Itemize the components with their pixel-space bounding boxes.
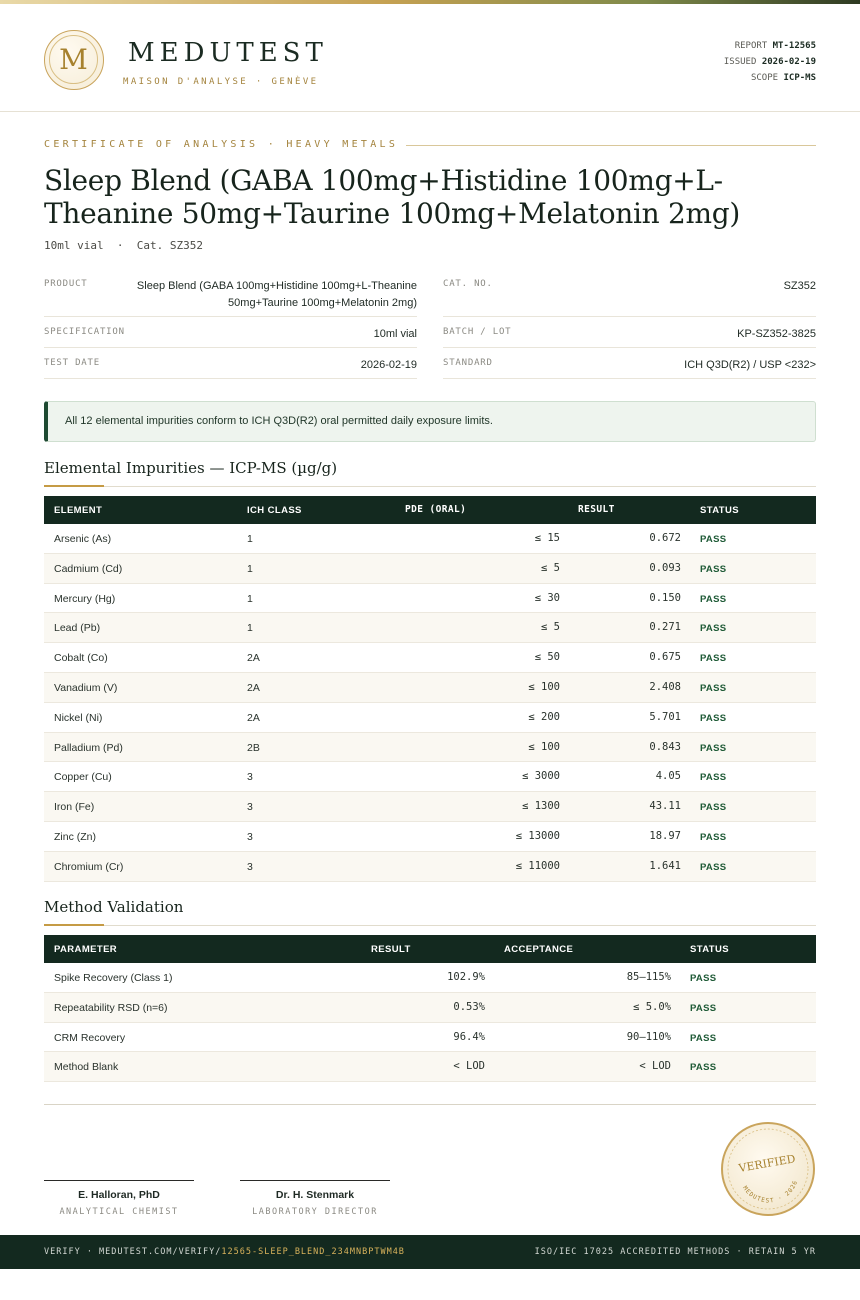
meta-issued: ISSUED 2026-02-19: [723, 57, 816, 67]
table-row: [44, 792, 816, 822]
cell-element: Mercury (Hg): [54, 592, 116, 605]
logo: [44, 30, 104, 90]
info-standard: [443, 348, 816, 379]
col-ich-class: ICH CLASS: [247, 505, 302, 516]
cell-result: 2.408: [649, 680, 681, 693]
cell-status: PASS: [700, 772, 727, 784]
cell-acceptance: < LOD: [639, 1060, 671, 1073]
cell-pde: ≤ 100: [528, 740, 560, 753]
cell-status: PASS: [700, 742, 727, 754]
cell-ich-class: 1: [247, 562, 253, 575]
report-meta: [724, 38, 816, 86]
table-row: [44, 643, 816, 673]
cell-ich-class: 3: [247, 801, 253, 814]
table-body: [44, 963, 816, 1082]
table-body: [44, 524, 816, 882]
cell-status: PASS: [700, 861, 727, 873]
verify-code[interactable]: 12565-SLEEP_BLEND_234MNBPTWM4B: [221, 1247, 405, 1257]
table-row: [44, 852, 816, 882]
col-parameter: PARAMETER: [54, 944, 118, 955]
cell-pde: ≤ 11000: [515, 859, 560, 872]
cell-status: PASS: [690, 1002, 717, 1014]
cell-status: PASS: [700, 653, 727, 665]
impurities-title: Elemental Impurities — ICP-MS (µg/g): [44, 459, 338, 477]
table-row: [44, 963, 816, 993]
table-row: [44, 673, 816, 703]
cell-element: Palladium (Pd): [54, 741, 123, 754]
cell-element: Copper (Cu): [54, 771, 112, 784]
info-batch: [443, 317, 816, 348]
table-row: [44, 762, 816, 792]
table-row: [44, 993, 816, 1023]
cell-result: < LOD: [453, 1060, 485, 1073]
cell-pde: ≤ 100: [528, 680, 560, 693]
table-row: [44, 703, 816, 733]
col-element: ELEMENT: [54, 505, 103, 516]
signer-role: ANALYTICAL CHEMIST: [59, 1207, 179, 1217]
info-test-date: [44, 348, 417, 379]
notice-text: All 12 elemental impurities conform to ICH Q3D(R2) oral permitted daily exposure limits.: [65, 415, 493, 427]
brand-name: MEDUTEST: [128, 38, 328, 68]
header: [0, 4, 860, 112]
info-grid-left: [44, 276, 417, 379]
cell-pde: ≤ 3000: [522, 770, 560, 783]
col-status: STATUS: [690, 944, 729, 955]
cell-ich-class: 1: [247, 622, 253, 635]
cell-ich-class: 2B: [247, 741, 260, 754]
signer-name: E. Halloran, PhD: [78, 1189, 160, 1201]
cell-status: PASS: [700, 534, 727, 545]
page-title: Sleep Blend (GABA 100mg+Histidine 100mg+L-Theanine 50mg+Taurine 100mg+Melatonin 2mg): [44, 164, 741, 230]
col-result: RESULT: [371, 944, 411, 955]
seal-text: VERIFIED: [737, 1152, 797, 1175]
meta-report: REPORT MT-12565: [734, 41, 816, 51]
cell-pde: ≤ 13000: [515, 829, 560, 842]
signature-block-2: [240, 1180, 390, 1217]
table-row: [44, 1023, 816, 1053]
impurities-table: [44, 496, 816, 882]
cell-result: 102.9%: [447, 971, 485, 983]
kicker-divider: [406, 145, 816, 146]
validation-title: Method Validation: [44, 898, 184, 916]
cell-acceptance: 90–110%: [626, 1030, 671, 1043]
verify-text: VERIFY · MEDUTEST.COM/VERIFY/12565-SLEEP_BLEND_234MNBPTWM4B: [44, 1247, 405, 1257]
info-value: 10ml vial: [373, 328, 417, 340]
table-header: [44, 935, 816, 963]
info-label: TEST DATE: [44, 358, 100, 368]
validation-rule: [44, 925, 816, 926]
info-label: PRODUCT: [44, 279, 88, 289]
col-status: STATUS: [700, 505, 739, 516]
cell-result: 0.843: [649, 740, 681, 753]
cell-parameter: Spike Recovery (Class 1): [54, 972, 173, 984]
cell-pde: ≤ 5: [541, 621, 560, 634]
cell-acceptance: ≤ 5.0%: [633, 1000, 671, 1013]
col-result: RESULT: [578, 504, 615, 515]
cell-result: 5.701: [649, 710, 681, 723]
info-cat-no: [443, 276, 816, 317]
cell-element: Vanadium (V): [54, 681, 118, 694]
brand-tagline: MAISON D'ANALYSE · GENÈVE: [123, 77, 319, 87]
document-kicker: CERTIFICATE OF ANALYSIS · HEAVY METALS: [44, 139, 399, 150]
seal-ring-text: MEDUTEST · 2026: [741, 1179, 800, 1205]
cell-result: 0.672: [649, 532, 681, 544]
cell-status: PASS: [690, 1032, 717, 1044]
info-label: SPECIFICATION: [44, 327, 125, 337]
cell-ich-class: 2A: [247, 652, 260, 665]
cell-element: Zinc (Zn): [54, 830, 96, 843]
signature-block-1: [44, 1180, 194, 1217]
cell-result: 96.4%: [453, 1030, 485, 1043]
accreditation-note: ISO/IEC 17025 ACCREDITED METHODS · RETAIN 5 YR: [534, 1247, 816, 1257]
cell-status: PASS: [690, 973, 717, 984]
info-value: 2026-02-19: [360, 359, 417, 371]
cell-status: PASS: [700, 563, 727, 575]
cell-pde: ≤ 30: [534, 591, 560, 604]
cell-status: PASS: [700, 712, 727, 724]
table-row: [44, 733, 816, 763]
signer-name: Dr. H. Stenmark: [275, 1189, 355, 1201]
cell-pde: ≤ 1300: [522, 800, 560, 813]
info-label: BATCH / LOT: [443, 327, 512, 337]
table-row: [44, 554, 816, 584]
cell-status: PASS: [690, 1062, 717, 1074]
cell-ich-class: 2A: [247, 681, 260, 694]
cell-element: Lead (Pb): [54, 622, 101, 635]
cell-result: 18.97: [649, 829, 681, 842]
cell-element: Arsenic (As): [54, 533, 112, 545]
table-header: [44, 496, 816, 524]
cell-element: Iron (Fe): [54, 801, 95, 814]
cell-result: 0.093: [649, 561, 681, 574]
cell-element: Chromium (Cr): [54, 860, 124, 873]
meta-scope: SCOPE ICP-MS: [750, 73, 816, 83]
cell-status: PASS: [700, 682, 727, 694]
cell-status: PASS: [700, 802, 727, 814]
info-product: [44, 276, 417, 317]
signature-divider: [44, 1104, 816, 1105]
table-row: [44, 1052, 816, 1082]
cell-parameter: CRM Recovery: [54, 1031, 126, 1044]
footer: [0, 1235, 860, 1269]
cell-ich-class: 2A: [247, 711, 260, 724]
cell-result: 1.641: [649, 859, 681, 872]
conformance-notice: [44, 401, 816, 442]
validation-table: [44, 935, 816, 1082]
cell-result: 0.675: [649, 651, 681, 664]
info-value: SZ352: [783, 280, 816, 292]
page-subtitle: 10ml vial · Cat. SZ352: [44, 239, 203, 252]
cell-acceptance: 85–115%: [626, 971, 671, 983]
cell-element: Cobalt (Co): [54, 652, 108, 665]
cell-pde: ≤ 50: [534, 651, 560, 664]
cell-result: 43.11: [649, 800, 681, 813]
cell-result: 4.05: [655, 770, 681, 783]
table-row: [44, 822, 816, 852]
info-value: Sleep Blend (GABA 100mg+Histidine 100mg+L-Theanine 50mg+Taurine 100mg+Melatonin 2mg): [136, 280, 417, 309]
cell-element: Cadmium (Cd): [54, 562, 123, 575]
cell-ich-class: 3: [247, 771, 253, 784]
cell-ich-class: 3: [247, 830, 253, 843]
cell-ich-class: 1: [247, 592, 253, 605]
cell-ich-class: 1: [247, 533, 253, 545]
verified-seal: [720, 1121, 816, 1217]
info-label: CAT. NO.: [443, 279, 493, 289]
cell-pde: ≤ 5: [541, 561, 560, 574]
info-specification: [44, 317, 417, 348]
cell-result: 0.150: [649, 591, 681, 604]
cell-element: Nickel (Ni): [54, 711, 103, 724]
cell-status: PASS: [700, 593, 727, 605]
table-row: [44, 613, 816, 643]
info-label: STANDARD: [443, 358, 493, 368]
cell-pde: ≤ 15: [534, 532, 560, 544]
cell-parameter: Method Blank: [54, 1061, 119, 1074]
cell-ich-class: 3: [247, 860, 253, 873]
info-grid-right: [443, 276, 816, 379]
impurities-rule: [44, 486, 816, 487]
info-value: ICH Q3D(R2) / USP <232>: [684, 359, 816, 371]
signer-role: LABORATORY DIRECTOR: [252, 1207, 378, 1217]
col-pde: PDE (ORAL): [405, 504, 467, 515]
cell-status: PASS: [700, 831, 727, 843]
table-row: [44, 584, 816, 614]
info-value: KP-SZ352-3825: [737, 328, 816, 340]
table-row: [44, 524, 816, 554]
cell-pde: ≤ 200: [528, 710, 560, 723]
cell-parameter: Repeatability RSD (n=6): [54, 1001, 168, 1014]
cell-result: 0.271: [649, 621, 681, 634]
cell-result: 0.53%: [453, 1000, 485, 1013]
logo-letter: M: [49, 35, 98, 84]
col-acceptance: ACCEPTANCE: [504, 944, 574, 955]
cell-status: PASS: [700, 623, 727, 635]
